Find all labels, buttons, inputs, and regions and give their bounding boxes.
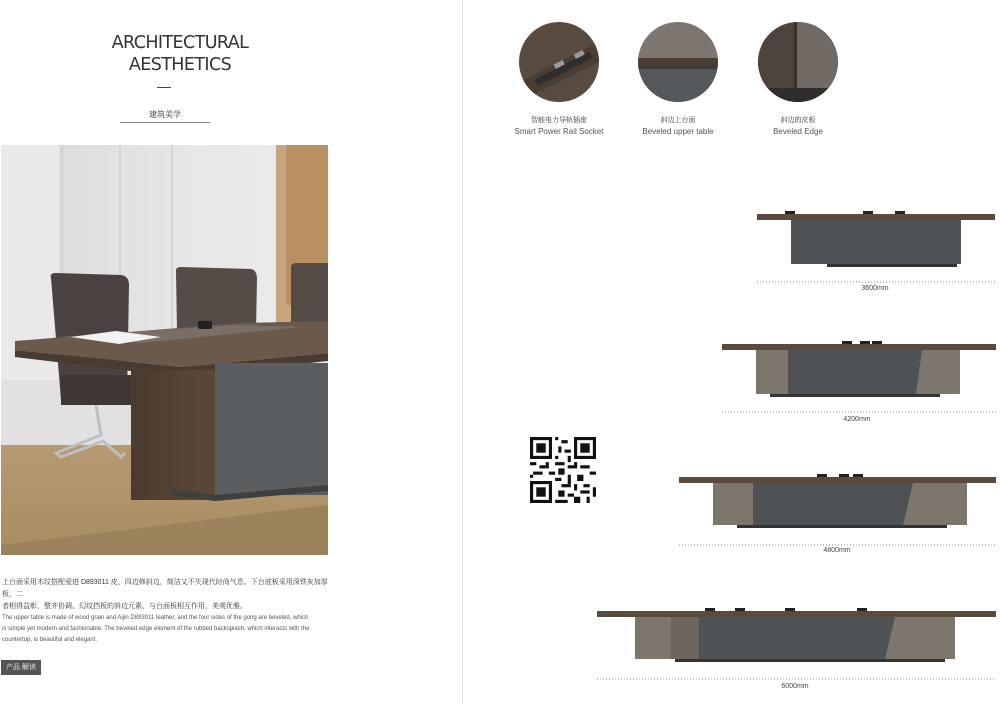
table-4800-drawing — [677, 473, 998, 553]
dimension-label: 4800mm — [823, 547, 851, 554]
page-divider — [462, 0, 463, 704]
dimension-label: 4200mm — [843, 416, 871, 423]
feature-label-en: Beveled upper table — [642, 127, 714, 136]
dimension-label: 3600mm — [861, 285, 889, 292]
power-rail-socket-icon — [519, 22, 599, 102]
table-3600-drawing — [755, 210, 998, 290]
beveled-table-icon — [638, 22, 718, 102]
page-title-line1: ARCHITECTURAL — [111, 33, 249, 53]
description-en-line: The upper table is made of wood grain and Aijin D893011 leather, and the four sides of the gong are beveled, which — [2, 615, 309, 621]
feature-beveled-upper-table — [618, 22, 738, 137]
feature-label-cn: 斜边的皮板 — [780, 117, 816, 124]
feature-beveled-edge — [738, 22, 858, 137]
description-cn — [2, 577, 330, 613]
feature-label-en: Smart Power Rail Socket — [514, 127, 604, 136]
conference-table-photo — [1, 145, 328, 555]
qr-code-icon — [529, 437, 597, 503]
left-page — [0, 0, 462, 704]
table-6000-drawing — [595, 605, 998, 685]
page-subtitle: 建筑美学 — [120, 109, 210, 123]
dimension-label: 6000mm — [781, 683, 809, 690]
feature-smart-power-rail — [499, 22, 619, 137]
page-title-line2: AESTHETICS — [128, 55, 232, 75]
beveled-edge-icon — [758, 22, 838, 102]
title-dash — [157, 87, 171, 88]
feature-label-cn: 斜边上台面 — [660, 117, 696, 124]
description-en-line: is simple yet modern and fashionable. The beveled edge element of the rubbed backsplash, which interacts with the — [2, 626, 310, 632]
feature-label-en: Beveled Edge — [773, 127, 823, 136]
feature-label-cn: 智能电力导轨插座 — [531, 117, 587, 124]
page-title — [30, 32, 330, 76]
description-en-line: countertop, is beautiful and elegant. — [2, 637, 98, 643]
description-cn-line: 上台面采用木纹搭配爱进 D893011 皮，四边修斜边，简洁又不失现代时尚气息。下台底板采用深铁灰加厚板，二 — [2, 579, 328, 598]
table-4200-drawing — [720, 340, 998, 416]
product-interpretation-button[interactable]: 产品 解读 — [1, 660, 41, 675]
description-en — [2, 613, 330, 646]
description-cn-line: 者相得益彰，整齐协调。幻纹挡板的斜边元素，与台面板相互作用，美观优雅。 — [2, 603, 247, 610]
